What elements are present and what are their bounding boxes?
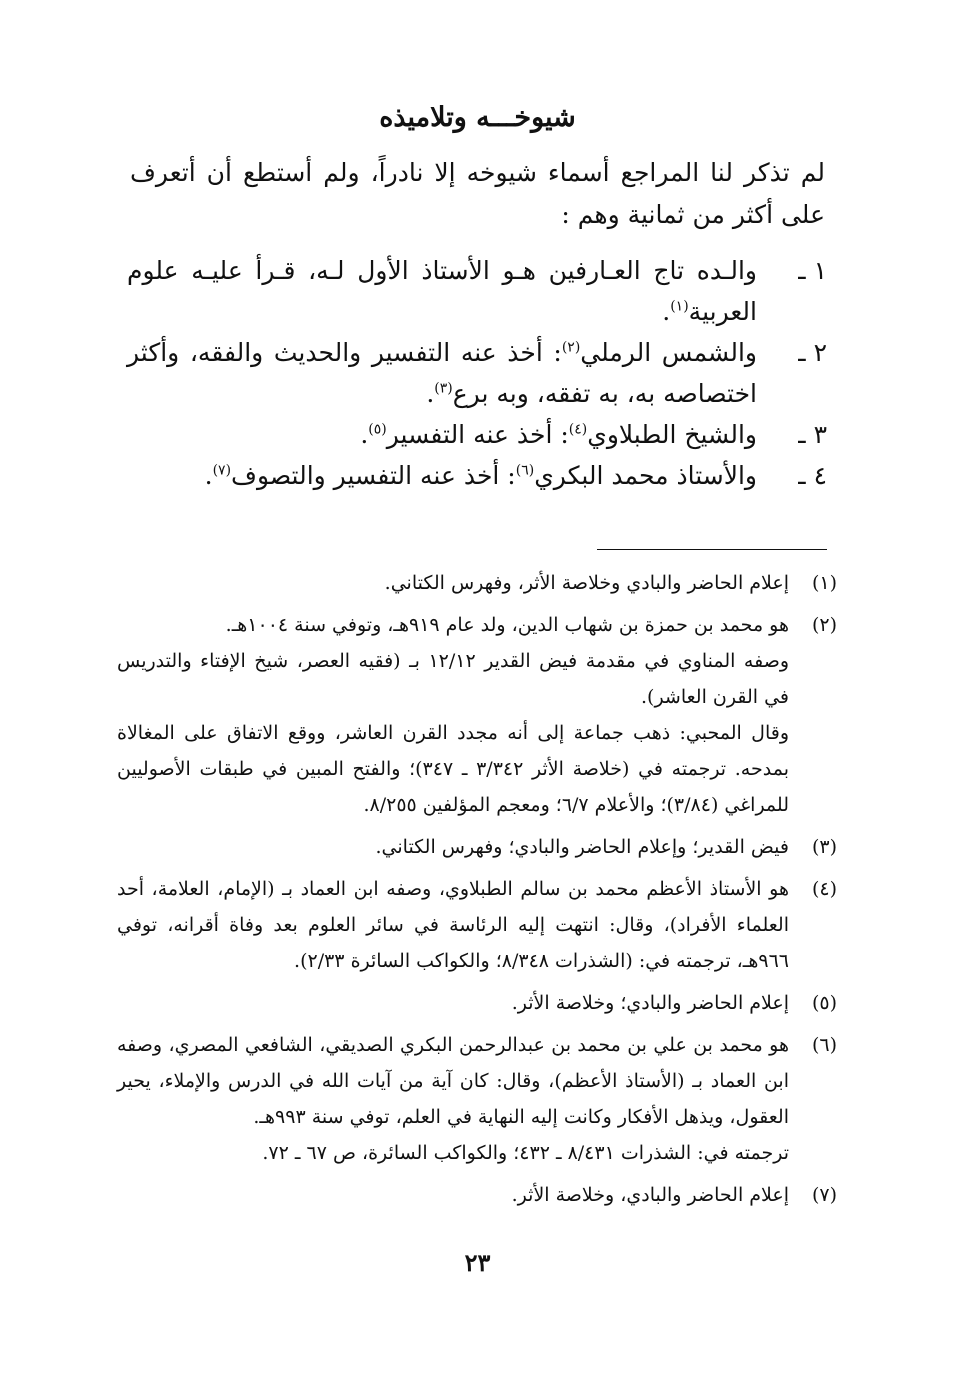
list-item-number: ١ ـ: [798, 256, 827, 285]
list-item-text: والشمس الرملي$^{(٢)}$: أخذ عنه التفسير والحديث والفقه، وأكثر اختصاصه به، به تفقه، وبه برع$^{(٣)}$.: [127, 338, 757, 408]
footnote-ref[interactable]: (٤): [568, 421, 588, 438]
footnote: [117, 871, 837, 979]
footnote: [117, 565, 837, 601]
section-title: شيوخـــه وتلاميذه: [379, 102, 576, 133]
teachers-list: [127, 250, 827, 496]
footnote-body: [117, 565, 789, 601]
footnote-body: [117, 985, 789, 1021]
footnotes: [117, 565, 837, 1219]
footnote-number: (٢): [811, 614, 837, 636]
footnote-text: إعلام الحاضر والبادي وخلاصة الأثر، وفهرس الكتاني.: [384, 572, 789, 594]
list-item: [127, 250, 827, 332]
list-item-number: ٣ ـ: [798, 420, 827, 449]
footnote-ref[interactable]: (٧): [212, 462, 232, 479]
footnote: [117, 607, 837, 823]
footnote-ref[interactable]: (٣): [434, 380, 453, 397]
list-item-number: ٤ ـ: [798, 461, 827, 490]
footnote-number: (٤): [811, 878, 837, 900]
footnote-text: وقال المحبي: ذهب جماعة إلى أنه مجدد القرن العاشر، ووقع الاتفاق على المغالاة بمدحه. ترجمته في (خلاصة الأثر ٣/٣٤٢ ـ ٣٤٧)؛ والفتح المبين في طبقات الأصوليين للمراغي (٣/٨٤)؛ والأعلام ٦/٧؛ ومعجم المؤلفين ٨/٢٥٥.: [117, 722, 789, 816]
footnote-body: [117, 1027, 789, 1171]
list-item-text: والشيخ الطبلاوي$^{(٤)}$: أخذ عنه التفسير$^{(٥)}$.: [360, 420, 757, 449]
list-item-text: والأستاذ محمد البكري$^{(٦)}$: أخذ عنه التفسير والتصوف$^{(٧)}$.: [204, 461, 757, 490]
footnote-body: [117, 1177, 789, 1213]
footnote-ref[interactable]: (٢): [561, 339, 581, 356]
list-item: [127, 455, 827, 496]
footnote-number: (٥): [811, 992, 837, 1014]
footnote: [117, 829, 837, 865]
footnote-text: هو محمد بن علي بن محمد بن عبدالرحمن البكري الصديقي، الشافعي المصري، وصفه ابن العماد بـ (الأستاذ الأعظم)، وقال: كان آية من آيات الله في الدرس والإملاء، يحير العقول، ويذهل الأفكار وكانت إليه النهاية في العلم، توفي سنة ٩٩٣هـ.: [117, 1034, 789, 1128]
intro-paragraph: لم تذكر لنا المراجع أسماء شيوخه إلا نادراً، ولم أستطع أن أتعرف على أكثر من ثمانية وهم :: [130, 158, 825, 229]
footnote-number: (٣): [811, 836, 837, 858]
footnote-text: ترجمته في: الشذرات ٨/٤٣١ ـ ٤٣٢؛ والكواكب السائرة، ص ٦٧ ـ ٧٢.: [262, 1142, 789, 1164]
footnote-text: إعلام الحاضر والبادي، وخلاصة الأثر.: [511, 1184, 789, 1206]
footnote-ref[interactable]: (١): [670, 298, 689, 315]
list-item: [127, 414, 827, 455]
footnote-ref[interactable]: (٥): [368, 421, 387, 438]
footnote: [117, 1027, 837, 1171]
footnote-number: (٧): [811, 1184, 837, 1206]
footnote-body: [117, 607, 789, 823]
footnote-number: (٦): [811, 1034, 837, 1056]
page-number: ٢٣: [464, 1248, 491, 1277]
footnote-body: [117, 829, 789, 865]
footnote-text: وصفه المناوي في مقدمة فيض القدير ١٢/١٢ بـ (فقيه العصر، شيخ الإفتاء والتدريس في القرن العاشر).: [117, 650, 790, 708]
footnote-body: [117, 871, 789, 979]
footnote-ref[interactable]: (٦): [515, 462, 535, 479]
footnote-number: (١): [811, 572, 837, 594]
footnote-text: فيض القدير؛ وإعلام الحاضر والبادي؛ وفهرس الكتاني.: [375, 836, 789, 858]
list-item-number: ٢ ـ: [798, 338, 827, 367]
list-item: [127, 332, 827, 414]
footnote-divider: [597, 549, 827, 550]
list-item-text: والـده تاج العـارفين هـو الأستاذ الأول لـه، قـرأ عليـه علوم العربية$^{(١)}$.: [127, 256, 757, 326]
footnote-text: هو الأستاذ الأعظم محمد بن سالم الطبلاوي، وصفه ابن العماد بـ (الإمام، العلامة، أحد العلماء الأفراد)، وقال: انتهت إليه الرئاسة في سائر العلوم بعد وفاة أقرانه، توفي ٩٦٦هـ، ترجمته في: (الشذرات ٨/٣٤٨؛ والكواكب السائرة ٢/٣٣).: [117, 878, 789, 972]
footnote-text: إعلام الحاضر والبادي؛ وخلاصة الأثر.: [511, 992, 789, 1014]
footnote: [117, 1177, 837, 1213]
footnote: [117, 985, 837, 1021]
footnote-text: هو محمد بن حمزة بن شهاب الدين، ولد عام ٩١٩هـ، وتوفي سنة ١٠٠٤هـ.: [225, 614, 789, 636]
